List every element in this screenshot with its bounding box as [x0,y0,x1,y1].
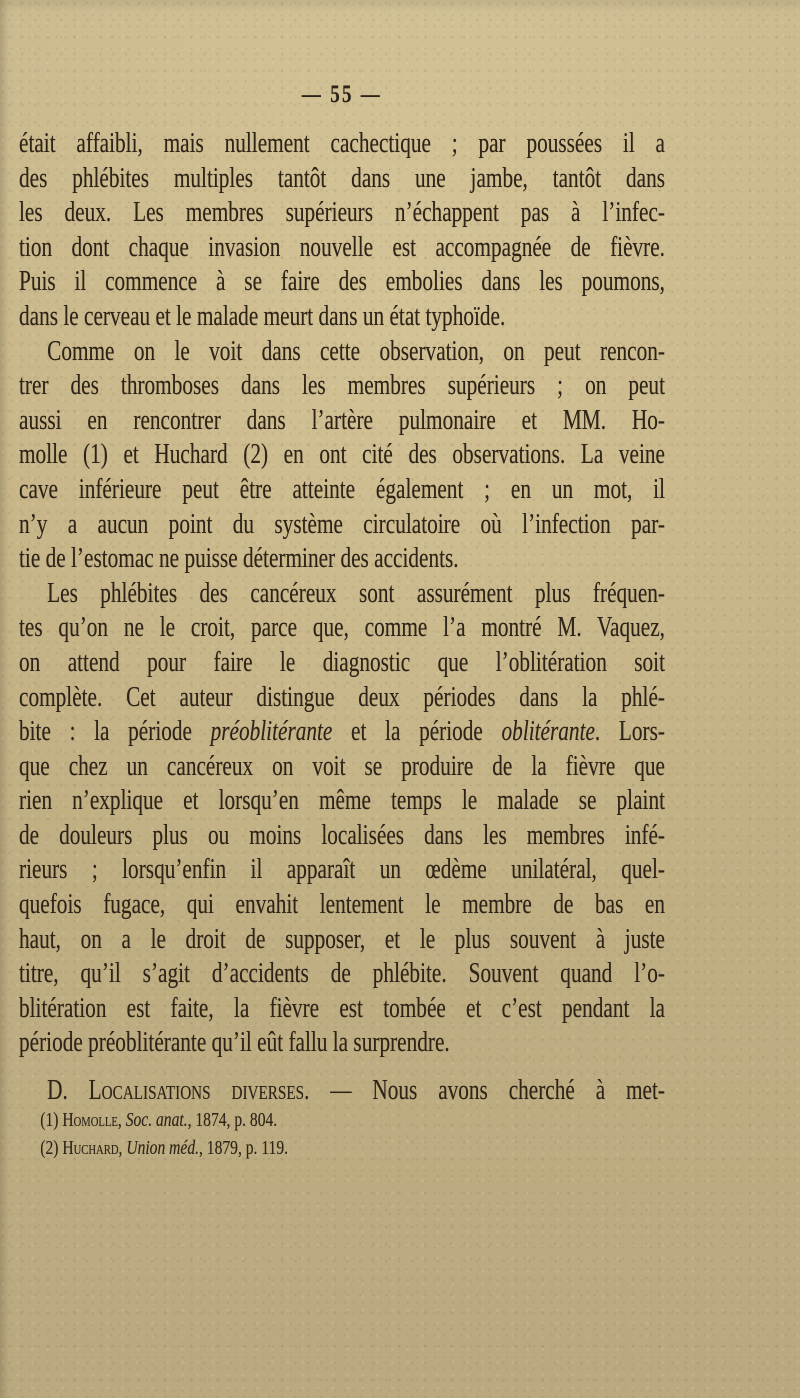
body-line [19,819,665,854]
text-segment: était affaibli, mais nullement cachectique ; par poussées il a [19,128,665,159]
body-line [19,404,665,439]
body-line [19,231,665,266]
text-segment: Les phlébites des cancéreux sont assurément plus fréquen- [47,577,666,609]
footnote-line [40,1106,633,1134]
text-segment: Homolle [62,1109,118,1131]
body-line [19,888,665,923]
text-segment: oblitérante [501,716,595,748]
body-line [19,542,665,577]
text-segment: (2) [40,1137,63,1159]
text-segment: n’y a aucun point du système circulatoire où l’infection par- [19,508,665,540]
body-line [19,127,665,162]
body-line [19,681,665,716]
text-segment: D. [47,1075,89,1107]
body-line [19,784,665,819]
footnote-line [40,1134,633,1162]
text-segment: dans le cerveau et le malade meurt dans un état typhoïde. [19,300,506,332]
body-line [19,508,665,543]
text-segment: on attend pour faire le diagnostic que l’oblitération soit [19,646,665,678]
body-line [19,577,665,612]
text-segment: . — Nous avons cherché à met- [304,1075,665,1107]
text-segment: trer des thromboses dans les membres supérieurs ; on peut [19,370,665,402]
text-segment: complète. Cet auteur distingue deux périodes dans la phlé- [19,681,665,713]
body-line [19,646,665,681]
text-segment: blitération est faite, la fièvre est tombée et c’est pendant la [19,992,665,1024]
text-segment: bite : la période [19,716,211,748]
text-segment: les deux. Les membres supérieurs n’échappent pas à l’infec- [19,197,665,229]
text-segment: de douleurs plus ou moins localisées dans les membres infé- [19,819,665,851]
text-segment: . Lors- [594,716,665,748]
text-segment: Huchard [62,1137,119,1159]
text-segment: tie de l’estomac ne puisse déterminer des accidents. [19,543,459,575]
text-segment: quefois fugace, qui envahit lentement le membre de bas en [19,889,665,921]
text-segment: et la période [332,716,502,748]
text-segment: rien n’explique et lorsqu’en même temps le malade se plaint [19,785,665,817]
text-segment: , 1874, p. 804. [187,1109,278,1131]
text-block [19,0,665,1398]
text-segment: cave inférieure peut être atteinte également ; en un mot, il [19,473,665,505]
body-line [19,335,665,370]
text-segment: , 1879, p. 119. [199,1137,289,1159]
body-line [19,957,665,992]
text-segment: tion dont chaque invasion nouvelle est accompagnée de fièvre. [19,231,665,263]
text-segment: tes qu’on ne le croit, parce que, comme l’a montré M. Vaquez, [19,612,665,644]
text-segment: titre, qu’il s’agit d’accidents de phlébite. Souvent quand l’o- [19,958,665,990]
text-segment: préoblitérante [210,716,333,748]
body-line [19,265,665,300]
text-segment: (1) [40,1109,63,1131]
text-segment: Union méd. [126,1137,200,1159]
text-segment: rieurs ; lorsqu’enfin il apparaît un œdème unilatéral, quel- [19,854,665,886]
body-line [19,162,665,197]
text-segment: des phlébites multiples tantôt dans une jambe, tantôt dans [19,162,665,194]
text-segment: haut, on a le droit de supposer, et le plus souvent à juste [19,923,665,955]
body-line [19,438,665,473]
text-segment: , [117,1109,126,1131]
body-line [19,611,665,646]
body-line [19,1074,665,1109]
footnotes [40,1106,633,1162]
body-line [19,923,665,958]
text-segment: aussi en rencontrer dans l’artère pulmonaire et MM. Ho- [19,404,665,436]
text-segment: molle (1) et Huchard (2) en ont cité des observations. La veine [19,439,665,471]
body-line [19,369,665,404]
body-line [19,715,665,750]
body-line [19,750,665,785]
text-segment: que chez un cancéreux on voit se produire de la fièvre que [19,750,665,782]
text-segment: période préoblitérante qu’il eût fallu la surprendre. [19,1027,450,1059]
body-line [19,853,665,888]
page-number: — 55 — [301,81,383,108]
text-segment: Puis il commence à se faire des embolies dans les poumons, [19,266,665,298]
body-line [19,196,665,231]
body-line [19,473,665,508]
text-segment: Soc. anat. [125,1109,188,1131]
text-segment: Comme on le voit dans cette observation, on peut rencon- [47,335,666,367]
body-line [19,992,665,1027]
text-segment: Localisations diverses [88,1075,305,1107]
body-line [19,1026,665,1061]
text-segment: , [118,1137,127,1159]
page-body [19,127,665,1109]
body-line [19,300,665,335]
